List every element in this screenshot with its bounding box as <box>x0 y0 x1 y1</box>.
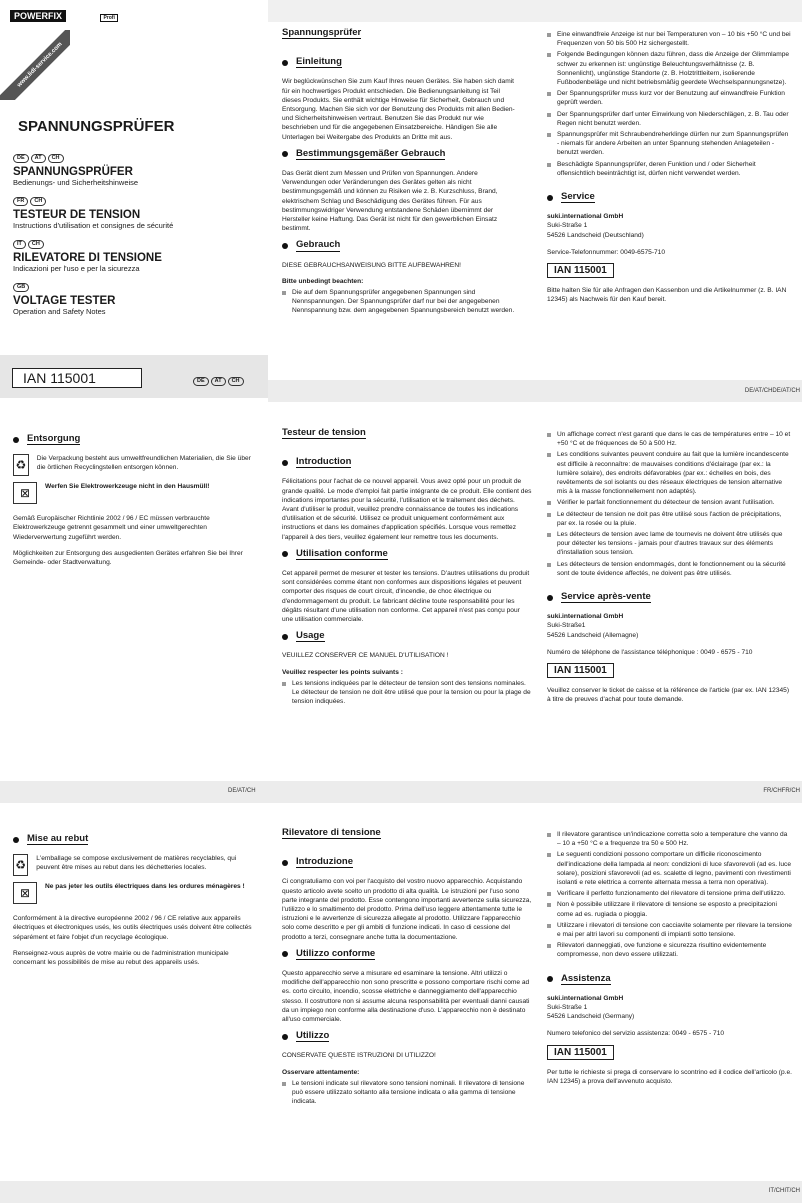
bullet-dot-icon <box>282 860 288 866</box>
lang-title: VOLTAGE TESTER <box>13 295 116 307</box>
bullet-dot-icon <box>282 1034 288 1040</box>
it-use-heading: Utilizzo conforme <box>282 949 532 960</box>
fr-col-2: Un affichage correct n'est garanti que dans le cas de températures entre – 10 et +50 °C et de fréquences de 50 à 500 Hz. Les conditions suivantes peuvent conduire au fait que la lumière incandescente est difficile à reconnaître: de mauvaises conditions d'éclairage (par ex.: la lumière solaire), des endroits défavorables (par ex.: échelles en bois, des revêtements de sol isolants ou des réseaux électriques de tension alternative mis à la masse fonctionnellement non adaptés). Vérifier le parfait fonctionnement du détecteur de tension avant l'utilisation. Le détecteur de tension ne doit pas être utilisé sous l'action de précipitations, par ex. la rosée ou la pluie. Les détecteurs de tension avec lame de tournevis ne doivent être utilisés que pour détecter les tensions - jamais pour d'autres travaux sur des éléments d'installation sous tension. Les détecteurs de tension endommagés, dont le fonctionnement ou la sécurité sont de toute évidence affectés, ne doivent pas être utilisés. Service après-vente suki.international GmbH Suki-Straße1 54526 Landscheid (Allemagne) Numéro de téléphone de l'assistance téléphonique : 0049 - 6575 - 710 IAN 115001 Veuillez conserver le ticket de caisse et la référence de l'article (par ex. IAN 12345) à titre de preuves d'achat pour toute demande. <box>547 431 791 704</box>
list-item: Non è possibile utilizzare il rilevatore di tensione se esposto a precipitazioni come ad es. rugiada o pioggia. <box>547 900 792 918</box>
lang-title: TESTEUR DE TENSION <box>13 209 141 221</box>
de-col-2 <box>547 30 792 312</box>
page-footer: DE/AT/CHDE/AT/CH <box>744 388 800 394</box>
bullet-dot-icon <box>547 976 553 982</box>
list-item: Vérifier le parfait fonctionnement du détecteur de tension avant l'utilisation. <box>547 498 792 507</box>
fr-col-1: Testeur de tension Introduction Félicitations pour l'achat de ce nouvel appareil. Vous avez opté pour un produit de grande qualité. Le mode d'emploi fait partie intégrante de ce produit. Elle contient des indications importantes pour la sécurité, l'utilisation et le traitement des déchets. Avant d'utiliser le produit, veuillez prendre connaissance de toutes les indications d'utilisation et de sécurité. Utilisez ce produit uniquement conformément aux instructions et dans les domaines d'application spécifiés. Lorsque vous remettez l'appareil à des tiers, veuillez également leur remettre tous les documents. Utilisation conforme Cet appareil permet de mesurer et tester les tensions. D'autres utilisations du produit sont considérées comme étant non conformes aux dispositions légales et peuvent comporter des risques de court circuit, d'incendie, de choc électrique ou d'endommagement du produit. Le fabricant décline toute responsabilité pour les dégâts résultant d'une utilisation non conforme. Cet appareil n'est pas conçu pour une utilisation commerciale. Usage VEUILLEZ CONSERVER CE MANUEL D'UTILISATION ! Veuillez respecter les points suivants : Les tensions indiquées par le détecteur de tension sont des tensions nominales. Le détecteur de tension ne doit être utilisé que pour la tension ou pour la plage de tension indiquées. <box>282 427 532 706</box>
lang-sub: Indicazioni per l'uso e per la sicurezza <box>13 264 140 273</box>
bullet-dot-icon <box>282 951 288 957</box>
de-intro-text: Wir beglückwünschen Sie zum Kauf Ihres neuen Gerätes. Sie haben sich damit für ein hochwertiges Produkt entschieden. Die Bedienungsanleitung ist Teil dieses Produkts. Sie enthält wichtige Hinweise für Sicherheit, Gebrauch und Entsorgung. Machen Sie sich vor der Benutzung des Produkts mit allen Bedien- und Sicherheitshinweisen vertraut. Benutzen Sie das Produkt nur wie beschrieben und für die angegebenen Einsatzbereiche. Händigen Sie alle Unterlagen bei Weitergabe des Produkts an Dritte mit aus. <box>282 78 515 141</box>
de-gebrauch-heading: Gebrauch <box>282 240 520 251</box>
list-item: Beschädigte Spannungsprüfer, deren Funktion und / oder Sicherheit offensichtlich beeinträchtigt ist, dürfen nicht verwendet werden. <box>547 160 792 178</box>
bullet-dot-icon <box>13 837 19 843</box>
fr-usage-heading: Usage <box>282 631 532 642</box>
bullet-dot-icon <box>282 460 288 466</box>
bullet-dot-icon <box>282 634 288 640</box>
list-item: Les détecteurs de tension endommagés, dont le fonctionnement ou la sécurité sont de toute évidence affectés, ne doivent pas être utilisés. <box>547 560 792 578</box>
list-item: Le seguenti condizioni possono comportare un difficile riconoscimento dell'indicazione della lampada al neon: condizioni di luce sfavorevoli (ad es. luce solare), posizioni sfavorevoli (ad es. scalette di legno, pavimenti con rivestimenti isolanti e rete elettrica a corrente alternata messa a terra non operativa). <box>547 850 792 887</box>
lang-title: SPANNUNGSPRÜFER <box>13 166 133 178</box>
pill-ch: CH <box>228 377 244 386</box>
crossed-bin-icon: ⊠ <box>13 482 37 504</box>
footer-strip-1 <box>268 380 802 402</box>
it-intro-heading: Introduzione <box>282 857 532 868</box>
section-title: Rilevatore di tensione <box>282 827 381 838</box>
list-item: Die auf dem Spannungsprüfer angegebenen Spannungen sind Nennspannungen. Der Spannungsprüfer darf nur bei der angegebenen Nennspannung bzw. dem angegebenen Spannungsbereich benutzt werden. <box>282 288 520 316</box>
list-item: Les détecteurs de tension avec lame de tournevis ne doivent être utilisés que pour détecter les tensions - jamais pour d'autres travaux sur des éléments d'installation sous tension. <box>547 530 792 558</box>
list-item: Le détecteur de tension ne doit pas être utilisé sous l'action de précipitations, par ex. la rosée ou la pluie. <box>547 510 792 528</box>
de-use-heading: Bestimmungsgemäßer Gebrauch <box>282 149 520 160</box>
it-service-heading: Assistenza <box>547 974 792 985</box>
pill-de: DE <box>13 154 29 163</box>
cover-ian-pills <box>193 377 244 386</box>
lang-sub: Operation and Safety Notes <box>13 307 106 316</box>
de-note-heading: Bitte unbedingt beachten: <box>282 277 364 285</box>
de-service-heading: Service <box>547 192 792 203</box>
pill-fr: FR <box>13 197 28 206</box>
de-col-1 <box>282 28 520 318</box>
bullet-dot-icon <box>282 60 288 66</box>
url-corner <box>0 30 70 100</box>
de-intro-heading: Einleitung <box>282 57 520 68</box>
de-keep: DIESE GEBRAUCHSANWEISUNG BITTE AUFBEWAHREN! <box>282 261 461 269</box>
section-title: Spannungsprüfer <box>282 27 362 38</box>
ian-box: IAN 115001 <box>547 663 614 678</box>
recycle-icon: ♻ <box>13 454 29 476</box>
page-footer: FR/CHFR/CH <box>763 788 800 794</box>
footer-strip-2 <box>0 781 802 803</box>
footer-strip-3 <box>0 1181 802 1203</box>
fr-intro-heading: Introduction <box>282 457 532 468</box>
page-footer: DE/AT/CH <box>228 788 256 794</box>
list-item: Der Spannungsprüfer darf unter Einwirkung von Niederschlägen, z. B. Tau oder Regen nicht benutzt werden. <box>547 110 792 128</box>
list-item: Eine einwandfreie Anzeige ist nur bei Temperaturen von – 10 bis +50 °C und bei Frequenzen von 50 bis 500 Hz sichergestellt. <box>547 30 792 48</box>
pill-ch: CH <box>30 197 46 206</box>
fr-disposal-heading: Mise au rebut <box>13 834 261 845</box>
de-disposal-heading: Entsorgung <box>13 434 261 445</box>
ian-box: IAN 115001 <box>547 1045 614 1060</box>
de-use-text: Das Gerät dient zum Messen und Prüfen von Spannungen. Andere Verwendungen oder Veränderungen des Gerätes gelten als nicht bestimmungsgemäß und können zu Risiken wie z. B. Kurzschluss, Brand, elektrischem Schlag und Beschädigung des Gerätes führen. Für aus bestimmungswidriger Verwendung entstandene Schäden übernimmt der Hersteller keine Haftung. Das Gerät ist nicht für den gewerblichen Einsatz bestimmt. <box>282 170 498 233</box>
company: suki.international GmbH <box>547 213 624 221</box>
bullet-dot-icon <box>282 243 288 249</box>
brand-name: POWERFIX <box>10 10 66 22</box>
top-strip <box>268 0 802 22</box>
lang-fr <box>13 197 263 230</box>
pill-it: IT <box>13 240 26 249</box>
brand-sub: Profi <box>100 14 117 22</box>
list-item: Spannungsprüfer mit Schraubendreherklinge dürfen nur zum Spannungsprüfen - niemals für andere Arbeiten an unter Spannung stehenden Anlageteilen - benutzt werden. <box>547 130 792 158</box>
pill-gb: GB <box>13 283 29 292</box>
ian-box: IAN 115001 <box>547 263 614 278</box>
page-footer: IT/CHIT/CH <box>768 1188 800 1194</box>
list-item: Le tensioni indicate sul rilevatore sono tensioni nominali. Il rilevatore di tensione può essere utilizzato soltanto alla tensione indicata o alla gamma di tensione indicata. <box>282 1079 532 1107</box>
it-col-1: Rilevatore di tensione Introduzione Ci congratuliamo con voi per l'acquisto del vostro nuovo apparecchio. Acquistando questo articolo avete scelto un prodotto di alta qualità. Le istruzioni per l'uso sono parte integrante del prodotto. Esse contengono importanti avvertenze sulla sicurezza, l'utilizzo e lo smaltimento del prodotto. Prima dell'uso leggere attentamente tutte le istruzioni e le avvertenze di sicurezza allegate al prodotto. Utilizzare l'apparecchio solo come descritto e per gli ambiti di funzione indicati. In caso di cessione del prodotto a terzi, consegnare anche tutta la documentazione. Utilizzo conforme Questo apparecchio serve a misurare ed esaminare la tensione. Altri utilizzi o modifiche dell'apparecchio non sono prescritte e possono comportare rischi come ad es. corto circuito, incendio, scosse elettriche e danneggiamento dell'apparecchio stesso. Il costruttore non si assume alcuna responsabilità per eventuali danni causati da un impiego non conforme alla destinazione d'uso. L'apparecchio non è destinato all'uso commerciale. Utilizzo CONSERVATE QUESTE ISTRUZIONI DI UTILIZZO! Osservare attentamente: Le tensioni indicate sul rilevatore sono tensioni nominali. Il rilevatore di tensione può essere utilizzato soltanto alla tensione indicata o alla gamma di tensione indicata. <box>282 827 532 1106</box>
pill-at: AT <box>31 154 46 163</box>
pill-at: AT <box>211 377 226 386</box>
bullet-dot-icon <box>547 195 553 201</box>
brand-logo <box>10 6 118 24</box>
list-item: Les tensions indiquées par le détecteur de tension sont des tensions nominales. Le détecteur de tension ne doit être utilisé que pour la tension ou pour la plage de tension indiquées. <box>282 679 532 707</box>
phone: Service-Telefonnummer: 0049-6575-710 <box>547 248 666 256</box>
cover-title: SPANNUNGSPRÜFER <box>18 118 175 135</box>
fr-use-heading: Utilisation conforme <box>282 549 532 560</box>
it-usage-heading: Utilizzo <box>282 1031 532 1042</box>
city: 54526 Landscheid (Deutschland) <box>547 231 644 239</box>
bullet-dot-icon <box>282 151 288 157</box>
list-item: Folgende Bedingungen können dazu führen, dass die Anzeige der Glimmlampe schwer zu erkennen ist: ungünstige Beleuchtungsverhältnisse (z. B. Sonnenlicht), ungünstige Standorte (z. B. Holztrittleitern, isolierende Fußbodenbeläge und nicht betriebsmäßig geerdete Wechselspannungsnetze). <box>547 50 792 87</box>
lang-sub: Bedienungs- und Sicherheitshinweise <box>13 178 139 187</box>
bullet-dot-icon <box>547 595 553 601</box>
lang-sub: Instructions d'utilisation et consignes de sécurité <box>13 221 174 230</box>
list-item: Rilevatori danneggiati, ove funzione e sicurezza risultino evidentemente compromesse, non devo essere utilizzati. <box>547 941 792 959</box>
lang-gb <box>13 283 263 316</box>
lang-it <box>13 240 263 273</box>
recycle-icon: ♻ <box>13 854 28 876</box>
pill-ch: CH <box>48 154 64 163</box>
street: Suki-Straße 1 <box>547 222 588 230</box>
lang-title: RILEVATORE DI TENSIONE <box>13 252 162 264</box>
url-text: www.lidl-service.com <box>0 30 70 100</box>
cover-ian: IAN 115001 <box>12 368 142 388</box>
cover-languages <box>13 154 263 326</box>
list-item: Verificare il perfetto funzionamento del rilevatore di tensione prima dell'utilizzo. <box>547 889 792 898</box>
list-item: Utilizzare i rilevatori di tensione con cacciavite solamente per rilevare la tensione e mai per altri lavori su componenti di impianti sotto tensione. <box>547 921 792 939</box>
pill-de: DE <box>193 377 209 386</box>
bullet-dot-icon <box>13 437 19 443</box>
section-title: Testeur de tension <box>282 427 366 438</box>
bullet-dot-icon <box>282 551 288 557</box>
pill-ch: CH <box>28 240 44 249</box>
it-col-2: Il rilevatore garantisce un'indicazione corretta solo a temperature che vanno da – 10 a +50 °C e a frequenze tra 50 e 500 Hz. Le seguenti condizioni possono comportare un difficile riconoscimento dell'indicazione della lampada al neon: condizioni di luce sfavorevoli (ad es. luce solare), posizioni sfavorevoli (ad es. scalette di legno, pavimenti con rivestimenti isolanti e rete elettrica a corrente alternata messa a terra non operativa). Verificare il perfetto funzionamento del rilevatore di tensione prima dell'utilizzo. Non è possibile utilizzare il rilevatore di tensione se esposto a precipitazioni come ad es. rugiada o pioggia. Utilizzare i rilevatori di tensione con cacciavite solamente per rilevare la tensione e mai per altri lavori su componenti di impianti sotto tensione. Rilevatori danneggiati, ove funzione e sicurezza risultino evidentemente compromesse, non devo essere utilizzati. Assistenza suki.international GmbH Suki-Straße 1 54526 Landscheid (Germany) Numero telefonico del servizio assistenza: 0049 - 6575 - 710 IAN 115001 Per tutte le richieste si prega di conservare lo scontrino ed il codice dell'articolo (p.e. IAN 12345) a prova dell'avvenuto acquisto. <box>547 831 792 1086</box>
list-item: Un affichage correct n'est garanti que dans le cas de températures entre – 10 et +50 °C et de fréquences de 50 à 500 Hz. <box>547 430 792 448</box>
de-disposal: Entsorgung ♻ Die Verpackung besteht aus umweltfreundlichen Materialien, die Sie über die örtlichen Recyclingstellen entsorgen können. ⊠ Werfen Sie Elektrowerkzeuge nicht in den Hausmüll! Gemäß Europäischer Richtlinie 2002 / 96 / EC müssen verbrauchte Elektrowerkzeuge getrennt gesammelt und einer umweltgerechten Wiederverwertung zugeführt werden. Möglichkeiten zur Entsorgung des ausgedienten Gerätes erfahren Sie bei Ihrer Gemeinde- oder Stadtverwaltung. <box>13 428 261 574</box>
list-item: Der Spannungsprüfer muss kurz vor der Benutzung auf einwandfreie Funktion geprüft werden. <box>547 89 792 107</box>
receipt-note: Bitte halten Sie für alle Anfragen den Kassenbon und die Artikelnummer (z. B. IAN 12345) als Nachweis für den Kauf bereit. <box>547 287 787 304</box>
crossed-bin-icon: ⊠ <box>13 882 37 904</box>
list-item: Les conditions suivantes peuvent conduire au fait que la lumière incandescente est difficile à reconnaître: de mauvaises conditions d'éclairage (par ex.: la lumière solaire), des endroits défavorables (par ex.: échelles en bois, des revêtements de sol isolants ou des réseaux électriques de tension alternative mis à la masse fonctionnellement non adaptés). <box>547 450 792 496</box>
lang-de <box>13 154 263 187</box>
list-item: Il rilevatore garantisce un'indicazione corretta solo a temperature che vanno da – 10 a +50 °C e a frequenze tra 50 e 500 Hz. <box>547 830 792 848</box>
fr-disposal: Mise au rebut ♻ L'emballage se compose exclusivement de matières recyclables, qui peuvent être mises au rebut dans les déchetteries locales. ⊠ Ne pas jeter les outils électriques dans les ordures ménagères ! Conformément à la directive européenne 2002 / 96 / CE relative aux appareils électriques et électroniques usés, les outils électriques usés doivent être collectés séparément et faire l'objet d'un recyclage écologique. Renseignez-vous auprès de votre mairie ou de l'administration municipale concernant les possibilités de mise au rebut des appareils usés. <box>13 828 261 974</box>
fr-service-heading: Service après-vente <box>547 592 792 603</box>
